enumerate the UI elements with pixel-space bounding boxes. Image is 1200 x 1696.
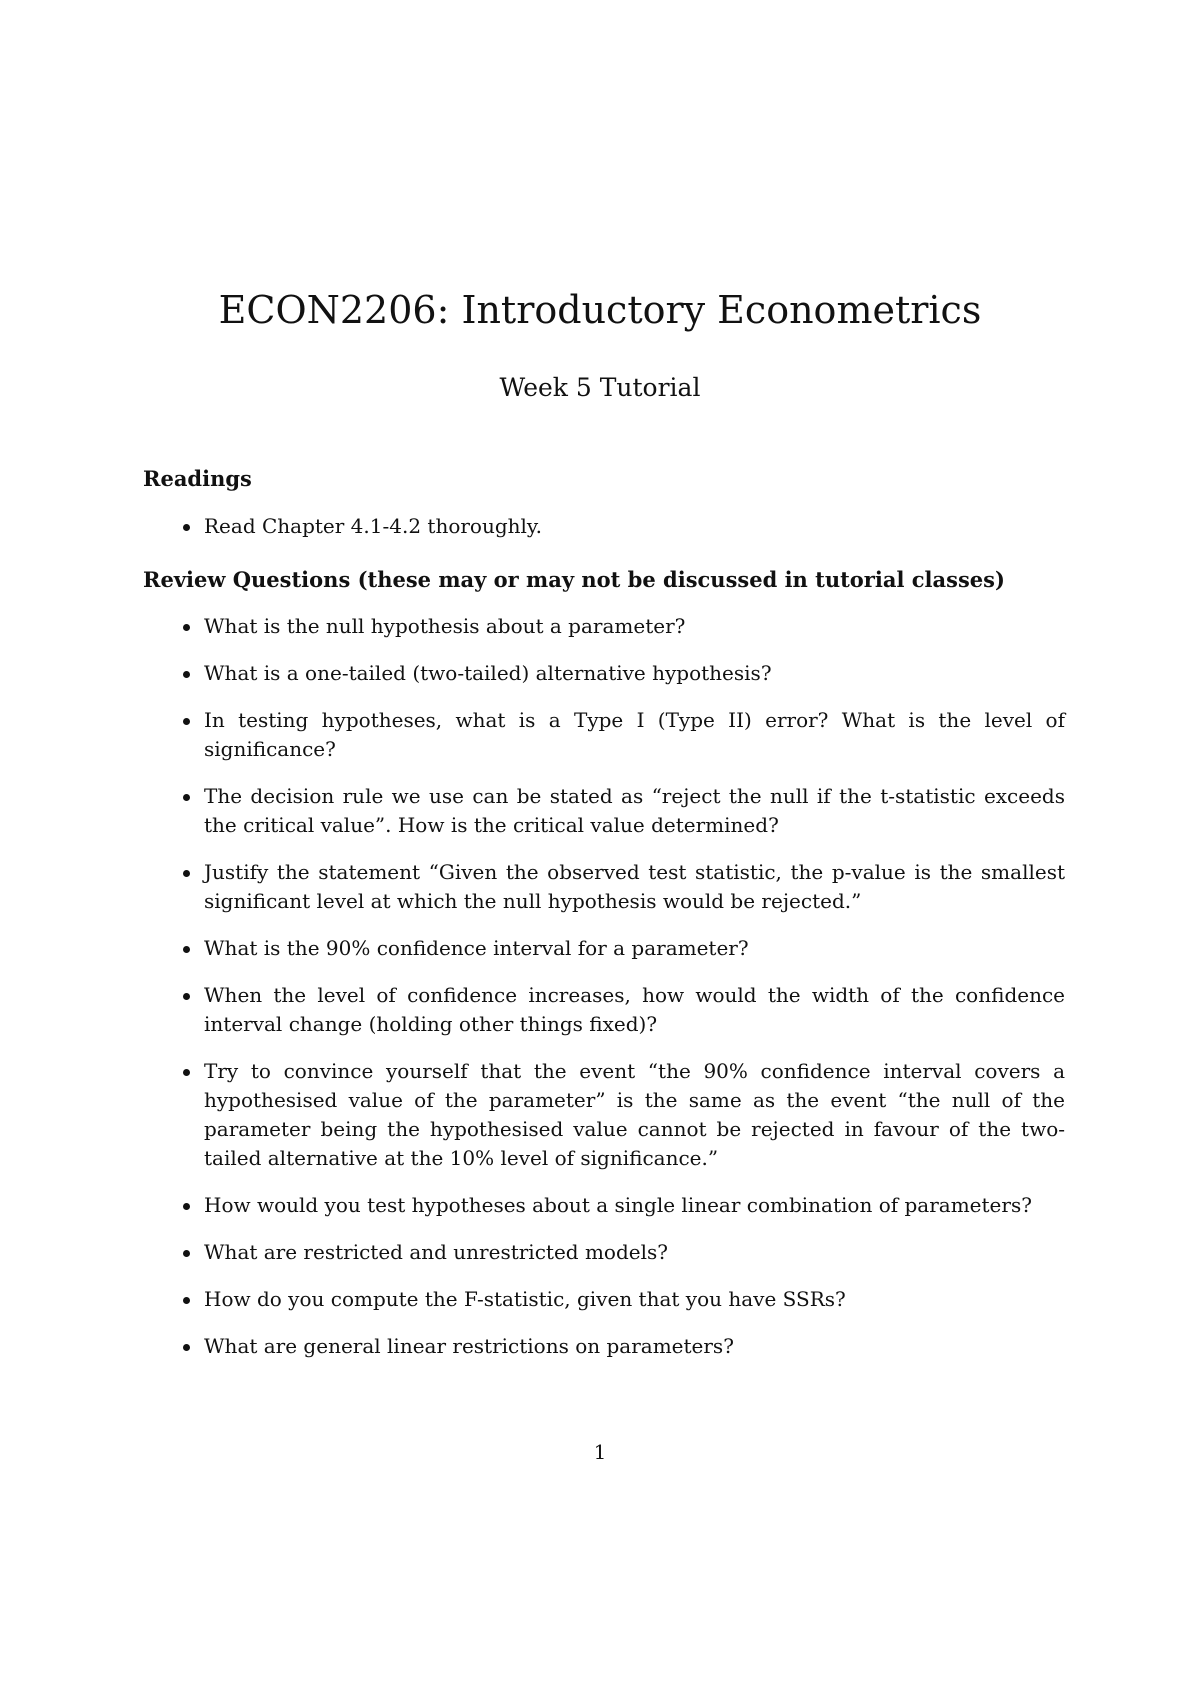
bullet-icon	[183, 946, 190, 953]
review-questions-heading: Review Questions (these may or may not be discussed in tutorial classes)	[143, 567, 1005, 592]
list-item	[143, 1057, 1065, 1173]
list-item-text: Read Chapter 4.1-4.2 thoroughly.	[204, 514, 542, 538]
list-item	[143, 1238, 1065, 1267]
list-item-text: What is a one-tailed (two-tailed) alternative hypothesis?	[204, 661, 772, 685]
list-item-text: What is the null hypothesis about a parameter?	[204, 614, 686, 638]
list-item	[143, 659, 1065, 688]
list-item-text: Justify the statement “Given the observed test statistic, the p-value is the smallest significant level at which the null hypothesis would be rejected.”	[204, 860, 1065, 913]
list-item	[143, 934, 1065, 963]
review-questions-list	[143, 612, 1065, 1361]
list-item	[143, 512, 1065, 541]
list-item-text: What are restricted and unrestricted models?	[204, 1240, 668, 1264]
document-body	[143, 466, 1065, 1361]
list-item	[143, 1285, 1065, 1314]
list-item-text: Try to convince yourself that the event “the 90% confidence interval covers a hypothesised value of the parameter” is the same as the event “the null of the parameter being the hypothesised value cannot be rejected in favour of the two-tailed alternative at the 10% level of significance.”	[204, 1059, 1065, 1170]
page-number: 1	[593, 1440, 607, 1464]
bullet-icon	[183, 1069, 190, 1076]
bullet-icon	[183, 718, 190, 725]
document-title: ECON2206: Introductory Econometrics	[218, 288, 982, 332]
bullet-icon	[183, 1250, 190, 1257]
list-item-text: What is the 90% confidence interval for a parameter?	[204, 936, 749, 960]
bullet-icon	[183, 1203, 190, 1210]
list-item	[143, 706, 1065, 764]
bullet-icon	[183, 524, 190, 531]
bullet-icon	[183, 1344, 190, 1351]
document-subtitle: Week 5 Tutorial	[499, 373, 701, 402]
bullet-icon	[183, 624, 190, 631]
bullet-icon	[183, 993, 190, 1000]
list-item	[143, 1191, 1065, 1220]
bullet-icon	[183, 1297, 190, 1304]
list-item-text: How would you test hypotheses about a single linear combination of parameters?	[204, 1193, 1032, 1217]
list-item-text: How do you compute the F-statistic, given that you have SSRs?	[204, 1287, 846, 1311]
list-item	[143, 782, 1065, 840]
readings-heading: Readings	[143, 466, 252, 491]
list-item	[143, 858, 1065, 916]
list-item-text: In testing hypotheses, what is a Type I (Type II) error? What is the level of significance?	[204, 708, 1065, 761]
list-item	[143, 981, 1065, 1039]
list-item-text: What are general linear restrictions on parameters?	[204, 1334, 734, 1358]
list-item-text: The decision rule we use can be stated as “reject the null if the t-statistic exceeds the critical value”. How is the critical value determined?	[204, 784, 1065, 837]
list-item	[143, 1332, 1065, 1361]
bullet-icon	[183, 870, 190, 877]
bullet-icon	[183, 794, 190, 801]
bullet-icon	[183, 671, 190, 678]
readings-list	[143, 512, 1065, 541]
list-item-text: When the level of confidence increases, how would the width of the confidence interval change (holding other things fixed)?	[204, 983, 1065, 1036]
list-item	[143, 612, 1065, 641]
